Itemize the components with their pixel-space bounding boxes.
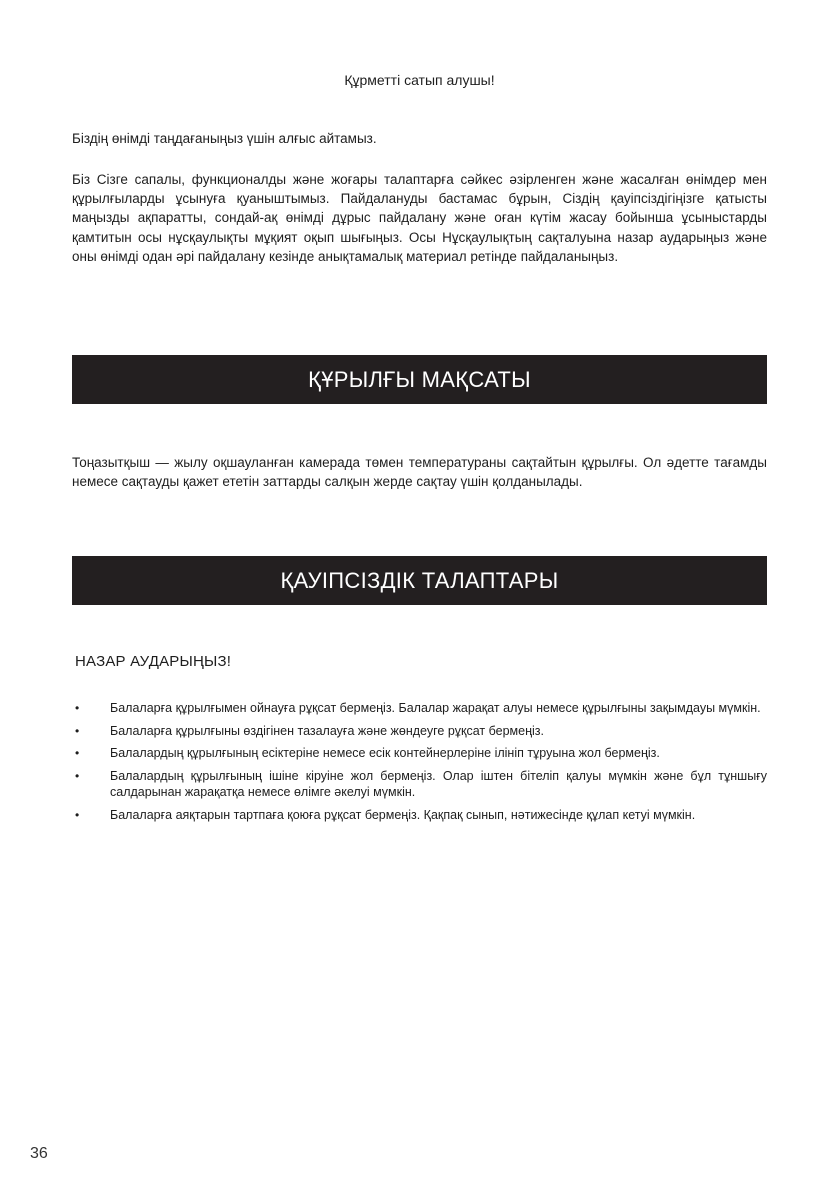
list-item (72, 768, 767, 801)
list-item (72, 700, 767, 717)
bullet-icon: • (75, 746, 80, 760)
bullet-icon: • (75, 807, 80, 822)
list-item-text: Балалардың құрылғының ішіне кіруіне жол бермеңіз. Олар іштен бітеліп қалуы мүмкін және бұл тұншығу салдарынан жарақатқа немесе өлімге әкелуі мүмкін. (110, 768, 767, 799)
page-number: 36 (30, 1145, 48, 1162)
list-item (72, 745, 767, 762)
safety-list (72, 700, 767, 829)
greeting-heading: Құрметті сатып алушы! (344, 72, 495, 88)
list-item-text: Балаларға құрылғыны өздігінен тазалауға және жөндеуге рұқсат бермеңіз. (110, 723, 544, 738)
section-banner-safety: ҚАУІПСІЗДІК ТАЛАПТАРЫ (72, 556, 767, 605)
thanks-paragraph: Біздің өнімді таңдағаныңыз үшін алғыс айтамыз. (72, 131, 377, 146)
list-item (72, 807, 767, 824)
bullet-icon: • (75, 768, 80, 783)
section-banner-purpose: ҚҰРЫЛҒЫ МАҚСАТЫ (72, 355, 767, 404)
purpose-paragraph: Тоңазытқыш — жылу оқшауланған камерада төмен температураны сақтайтын құрылғы. Ол әдетте тағамды немесе сақтауды қажет ететін заттарды салқын жерде сақтау үшін қолданылады. (72, 455, 767, 490)
intro-paragraph: Біз Сізге сапалы, функционалды және жоғары талаптарға сәйкес әзірленген және жасалған өнімдер мен құрылғыларды ұсынуға қуаныштымыз. Пайдалануды бастамас бұрын, Сіздің қауіпсіздігіңізге қатысты маңызды ақпаратты, сондай-ақ өнімді дұрыс пайдалану және оған күтім жасау бойынша ұсыныстарды қамтитын осы нұсқаулықты мұқият оқып шығыңыз. Осы Нұсқаулықтың сақталуына назар аударыңыз және оны өнімді одан әрі пайдалану кезінде анықтамалық материал ретінде пайдаланыңыз. (72, 172, 767, 264)
list-item-text: Балалардың құрылғының есіктеріне немесе есік контейнерлеріне ілініп тұруына жол бермеңіз. (110, 746, 660, 760)
list-item (72, 723, 767, 740)
bullet-icon: • (75, 701, 80, 715)
list-item-text: Балаларға құрылғымен ойнауға рұқсат бермеңіз. Балалар жарақат алуы немесе құрылғыны зақымдауы мүмкін. (110, 701, 761, 715)
bullet-icon: • (75, 723, 80, 738)
list-item-text: Балаларға аяқтарын тартпаға қоюға рұқсат бермеңіз. Қақпақ сынып, нәтижесінде құлап кетуі мүмкін. (110, 807, 696, 822)
attention-heading: НАЗАР АУДАРЫҢЫЗ! (75, 653, 232, 670)
